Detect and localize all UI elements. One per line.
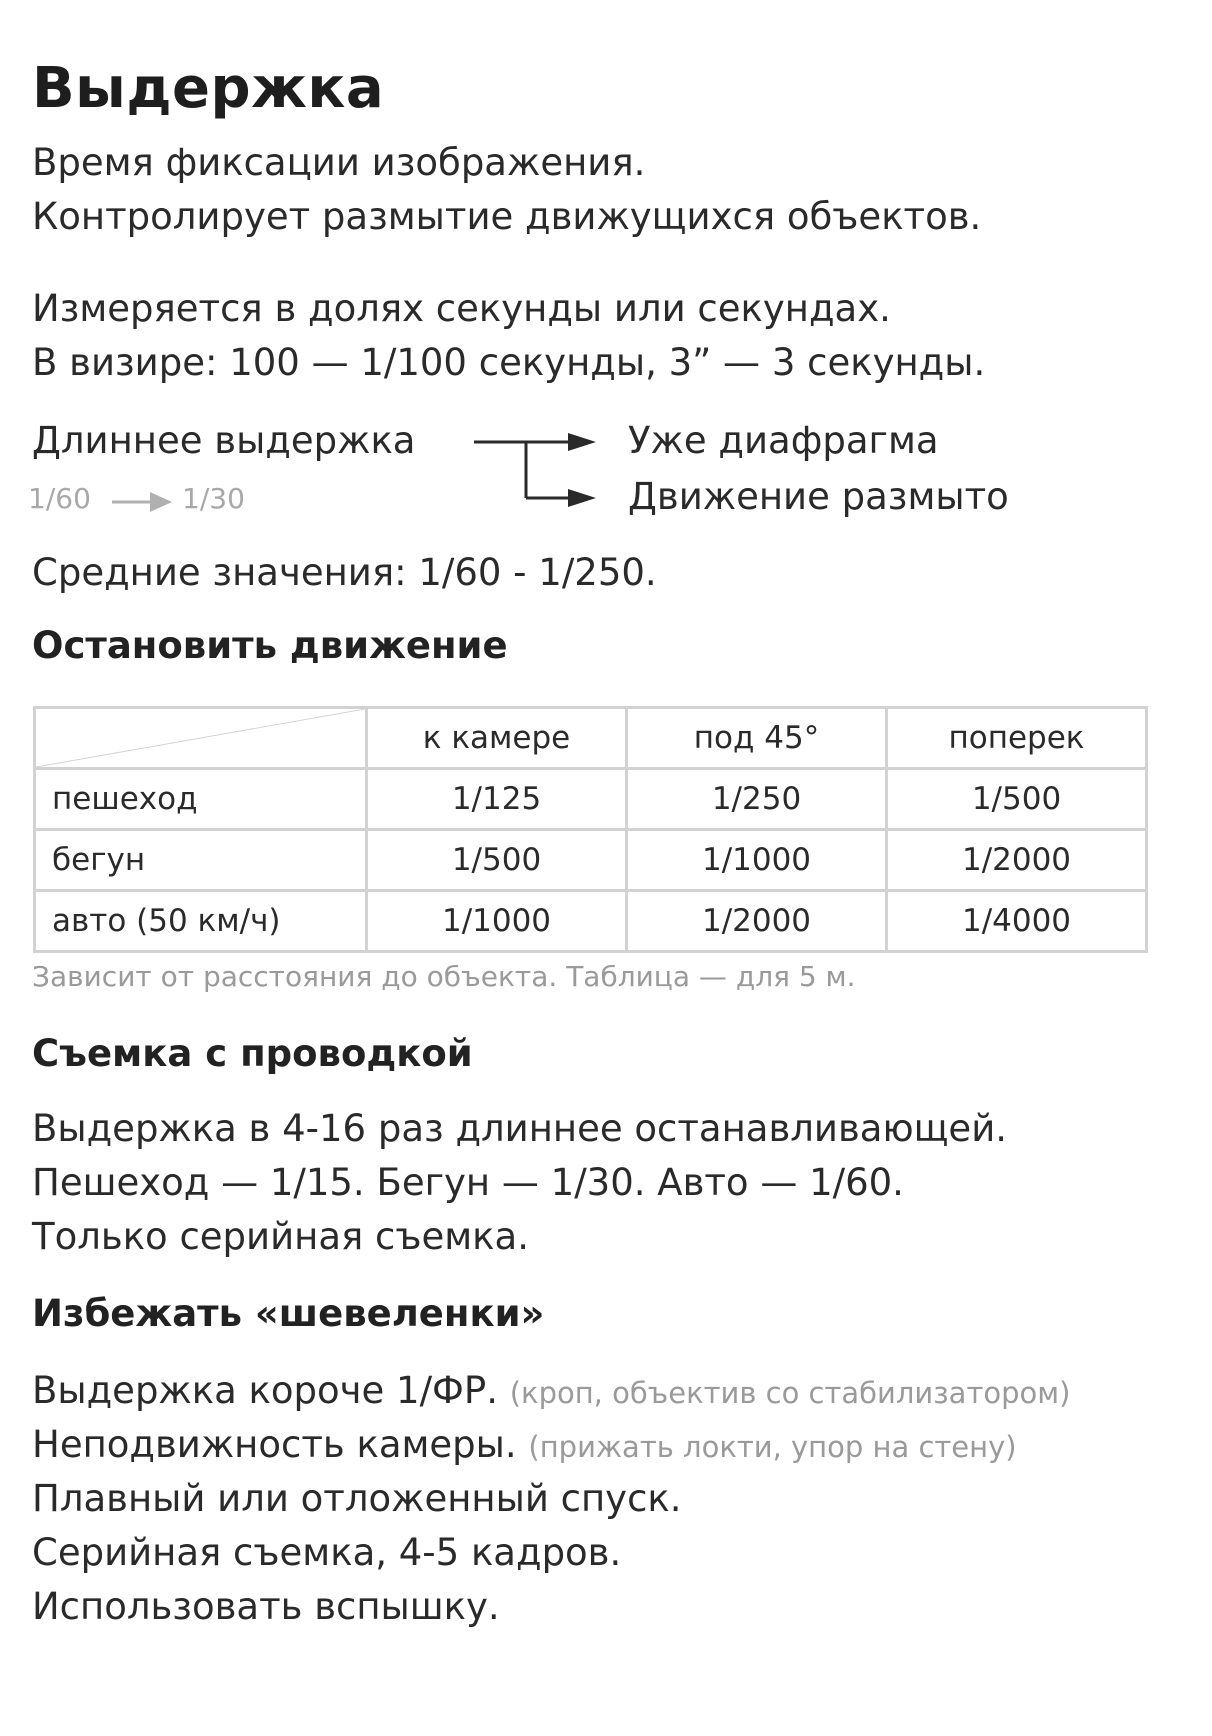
shake-heading: Избежать «шевеленки» [32,1292,545,1335]
stop-motion-heading: Остановить движение [32,624,508,667]
measure-line-2: В визире: 100 — 1/100 секунды, 3” — 3 секунды. [32,341,986,384]
example-arrow-icon [110,488,174,516]
table-cell: 1/250 [627,769,887,830]
column-header: поперек [887,708,1147,769]
row-label: авто (50 км/ч) [35,891,367,952]
shake-item-1 [32,1364,1070,1420]
shake-item-5: Использовать вспышку. [32,1585,500,1628]
intro-line-1: Время фиксации изображения. [32,141,646,184]
table-row [35,891,1147,952]
table-header-row [35,708,1147,769]
effect-result-1: Уже диафрагма [628,419,939,462]
column-header: к камере [367,708,627,769]
diagonal-line [36,709,365,767]
table-row [35,830,1147,891]
panning-line-3: Только серийная съемка. [32,1215,529,1258]
shutter-speed-table [33,706,1148,953]
table-corner-cell [35,708,367,769]
panning-heading: Съемка с проводкой [32,1032,473,1075]
table-cell: 1/125 [367,769,627,830]
panning-line-1: Выдержка в 4-16 раз длиннее останавливающей. [32,1107,1008,1150]
column-header: под 45° [627,708,887,769]
shake-item-4: Серийная съемка, 4-5 кадров. [32,1531,622,1574]
shake-item-1-hint: (кроп, объектив со стабилизатором) [509,1376,1071,1410]
table-cell: 1/500 [887,769,1147,830]
shake-item-2-text: Неподвижность камеры. [32,1423,517,1466]
shake-item-3: Плавный или отложенный спуск. [32,1477,682,1520]
measure-line-1: Измеряется в долях секунды или секундах. [32,287,891,330]
shake-item-2 [32,1418,1017,1474]
table-note: Зависит от расстояния до объекта. Таблица — для 5 м. [32,960,856,993]
intro-line-2: Контролирует размытие движущихся объектов. [32,195,982,238]
shake-item-1-text: Выдержка короче 1/ФР. [32,1369,498,1412]
effect-result-2: Движение размыто [628,475,1009,518]
table-cell: 1/4000 [887,891,1147,952]
shake-item-2-hint: (прижать локти, упор на стену) [528,1430,1017,1464]
table-cell: 1/2000 [887,830,1147,891]
row-label: бегун [35,830,367,891]
table-cell: 1/2000 [627,891,887,952]
effect-example-to: 1/30 [182,482,245,515]
effect-cause: Длиннее выдержка [32,419,416,462]
page-title: Выдержка [32,56,385,121]
average-values: Средние значения: 1/60 - 1/250. [32,551,657,594]
table-cell: 1/500 [367,830,627,891]
table-cell: 1/1000 [367,891,627,952]
table-cell: 1/1000 [627,830,887,891]
row-label: пешеход [35,769,367,830]
table-row [35,769,1147,830]
effect-example-from: 1/60 [28,482,91,515]
panning-line-2: Пешеход — 1/15. Бегун — 1/30. Авто — 1/60. [32,1161,904,1204]
branch-arrow-icon [470,428,610,510]
